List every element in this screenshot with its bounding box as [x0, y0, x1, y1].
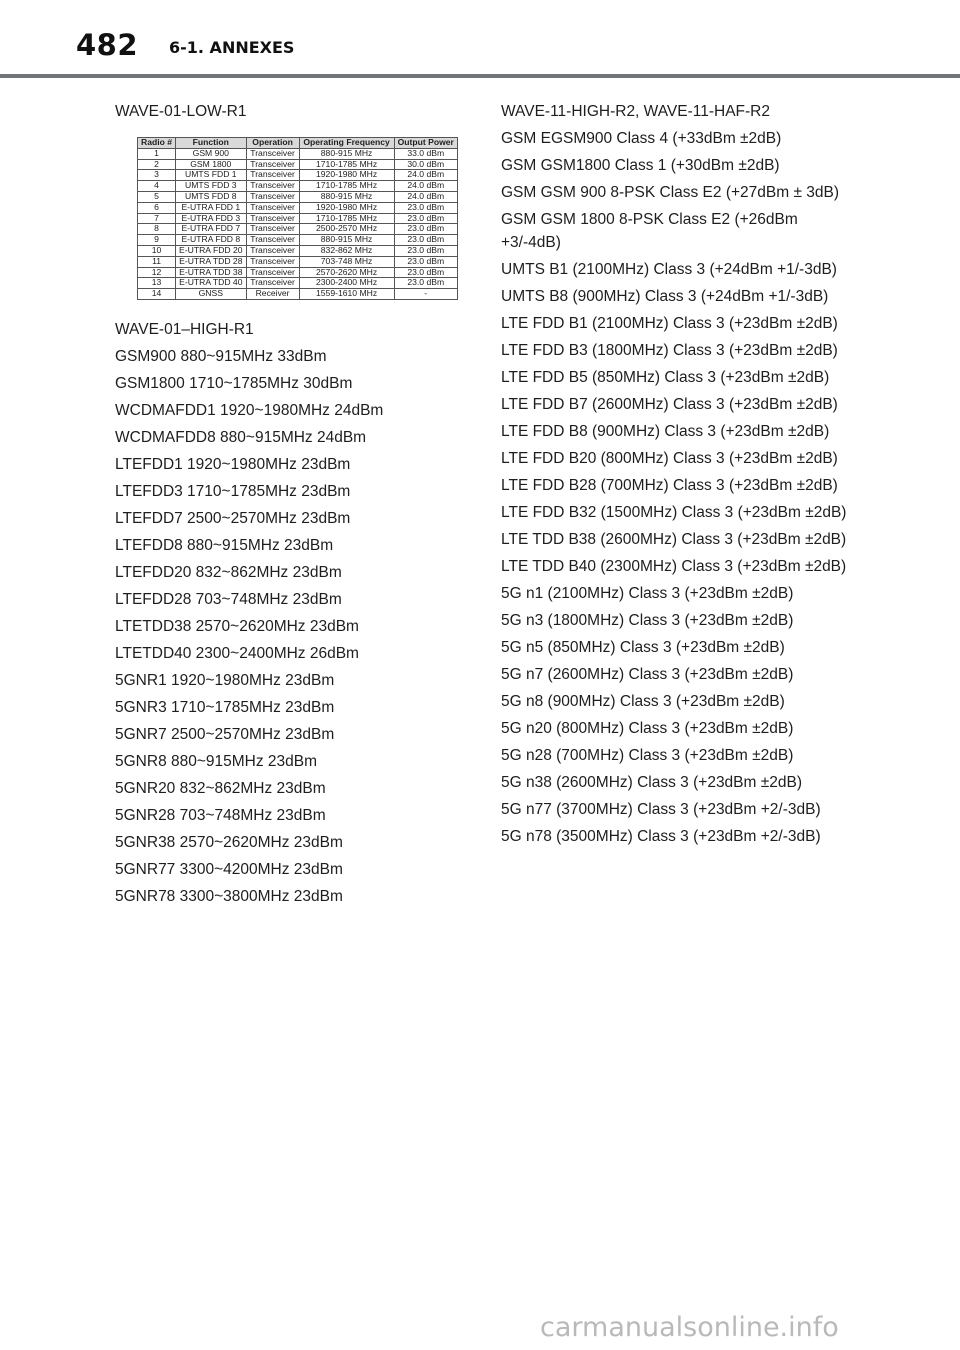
table-cell: 24.0 dBm — [394, 191, 457, 202]
table-cell: 23.0 dBm — [394, 202, 457, 213]
spec-paragraph: UMTS B1 (2100MHz) Class 3 (+24dBm +1/-3dB) — [501, 261, 837, 278]
spec-line: 5GNR28 703~748MHz 23dBm — [115, 806, 326, 824]
table-cell: 2500-2570 MHz — [299, 224, 394, 235]
table-cell: E-UTRA FDD 20 — [176, 245, 247, 256]
table-header-cell: Operating Frequency — [299, 138, 394, 149]
table-header-cell: Function — [176, 138, 247, 149]
table-cell: 30.0 dBm — [394, 159, 457, 170]
table-row — [138, 159, 458, 170]
table-cell: 23.0 dBm — [394, 278, 457, 289]
table-cell: 1920-1980 MHz — [299, 170, 394, 181]
spec-line: GSM1800 1710~1785MHz 30dBm — [115, 374, 353, 392]
spec-line: LTEFDD20 832~862MHz 23dBm — [115, 563, 342, 581]
section-title: 6-1. ANNEXES — [169, 38, 295, 57]
table-cell: 5 — [138, 191, 176, 202]
table-row — [138, 224, 458, 235]
table-cell: 13 — [138, 278, 176, 289]
table-cell: Transceiver — [246, 181, 299, 192]
table-cell: 1710-1785 MHz — [299, 181, 394, 192]
table-cell: 2300-2400 MHz — [299, 278, 394, 289]
spec-paragraph: GSM EGSM900 Class 4 (+33dBm ±2dB) — [501, 130, 782, 147]
left-column — [115, 100, 465, 912]
table-cell: Transceiver — [246, 224, 299, 235]
table-cell: Transceiver — [246, 170, 299, 181]
spec-line: 5GNR7 2500~2570MHz 23dBm — [115, 725, 335, 743]
table-cell: 24.0 dBm — [394, 181, 457, 192]
table-cell: 23.0 dBm — [394, 235, 457, 246]
spec-paragraph: 5G n38 (2600MHz) Class 3 (+23dBm ±2dB) — [501, 774, 802, 791]
table-row — [138, 289, 458, 300]
spec-paragraph: 5G n7 (2600MHz) Class 3 (+23dBm ±2dB) — [501, 666, 794, 683]
radio-spec-table-wrap — [137, 137, 465, 300]
spec-paragraph: LTE TDD B38 (2600MHz) Class 3 (+23dBm ±2dB) — [501, 531, 847, 548]
table-row — [138, 202, 458, 213]
table-cell: 832-862 MHz — [299, 245, 394, 256]
table-cell: E-UTRA TDD 28 — [176, 256, 247, 267]
page-number: 482 — [76, 28, 139, 62]
spec-line: 5GNR20 832~862MHz 23dBm — [115, 779, 326, 797]
spec-paragraph: LTE FDD B1 (2100MHz) Class 3 (+23dBm ±2dB) — [501, 315, 838, 332]
heading-wave-01-high: WAVE-01–HIGH-R1 — [115, 320, 254, 338]
table-cell: E-UTRA FDD 1 — [176, 202, 247, 213]
table-cell: E-UTRA FDD 8 — [176, 235, 247, 246]
table-cell: UMTS FDD 3 — [176, 181, 247, 192]
table-cell: Transceiver — [246, 159, 299, 170]
table-cell: - — [394, 289, 457, 300]
spec-paragraph: 5G n3 (1800MHz) Class 3 (+23dBm ±2dB) — [501, 612, 794, 629]
spec-paragraph: LTE FDD B3 (1800MHz) Class 3 (+23dBm ±2dB) — [501, 342, 838, 359]
table-cell: 23.0 dBm — [394, 213, 457, 224]
spec-paragraph: LTE FDD B7 (2600MHz) Class 3 (+23dBm ±2dB) — [501, 396, 838, 413]
table-cell: 9 — [138, 235, 176, 246]
spec-line: LTETDD38 2570~2620MHz 23dBm — [115, 617, 359, 635]
spec-line: LTETDD40 2300~2400MHz 26dBm — [115, 644, 359, 662]
table-header-cell: Operation — [246, 138, 299, 149]
table-cell: 23.0 dBm — [394, 245, 457, 256]
right-column — [501, 100, 853, 852]
table-cell: E-UTRA TDD 40 — [176, 278, 247, 289]
spec-line: GSM900 880~915MHz 33dBm — [115, 347, 327, 365]
table-cell: 23.0 dBm — [394, 224, 457, 235]
table-cell: Transceiver — [246, 256, 299, 267]
table-cell: 23.0 dBm — [394, 267, 457, 278]
table-header-cell: Output Power — [394, 138, 457, 149]
spec-paragraph: GSM GSM1800 Class 1 (+30dBm ±2dB) — [501, 157, 780, 174]
table-cell: 880-915 MHz — [299, 235, 394, 246]
spec-line: LTEFDD3 1710~1785MHz 23dBm — [115, 482, 351, 500]
spec-paragraph: LTE FDD B28 (700MHz) Class 3 (+23dBm ±2dB) — [501, 477, 838, 494]
spec-line-list — [115, 345, 465, 908]
table-row — [138, 213, 458, 224]
table-row — [138, 256, 458, 267]
table-cell: E-UTRA TDD 38 — [176, 267, 247, 278]
spec-paragraph: 5G n8 (900MHz) Class 3 (+23dBm ±2dB) — [501, 693, 785, 710]
spec-line: LTEFDD1 1920~1980MHz 23dBm — [115, 455, 351, 473]
heading-wave-01-low: WAVE-01-LOW-R1 — [115, 103, 247, 120]
spec-line: LTEFDD7 2500~2570MHz 23dBm — [115, 509, 351, 527]
table-cell: E-UTRA FDD 7 — [176, 224, 247, 235]
page-header — [0, 0, 960, 80]
table-cell: Transceiver — [246, 245, 299, 256]
table-row — [138, 170, 458, 181]
radio-spec-table — [137, 137, 458, 300]
watermark-text: carmanualsonline.info — [540, 1312, 839, 1343]
table-row — [138, 235, 458, 246]
table-cell: 1559-1610 MHz — [299, 289, 394, 300]
spec-paragraph: LTE FDD B8 (900MHz) Class 3 (+23dBm ±2dB) — [501, 423, 830, 440]
table-cell: 703-748 MHz — [299, 256, 394, 267]
table-cell: GSM 1800 — [176, 159, 247, 170]
table-row — [138, 278, 458, 289]
spec-paragraph: LTE FDD B20 (800MHz) Class 3 (+23dBm ±2dB) — [501, 450, 838, 467]
spec-line: WCDMAFDD1 1920~1980MHz 24dBm — [115, 401, 384, 419]
table-row — [138, 191, 458, 202]
table-cell: 880-915 MHz — [299, 191, 394, 202]
table-cell: 10 — [138, 245, 176, 256]
spec-paragraph: UMTS B8 (900MHz) Class 3 (+24dBm +1/-3dB) — [501, 288, 829, 305]
spec-line: 5GNR3 1710~1785MHz 23dBm — [115, 698, 335, 716]
header-divider — [0, 74, 960, 78]
spec-line: WCDMAFDD8 880~915MHz 24dBm — [115, 428, 367, 446]
table-row — [138, 148, 458, 159]
spec-line: LTEFDD8 880~915MHz 23dBm — [115, 536, 334, 554]
table-cell: Transceiver — [246, 202, 299, 213]
table-cell: 14 — [138, 289, 176, 300]
table-header-row — [138, 138, 458, 149]
table-header-cell: Radio # — [138, 138, 176, 149]
spec-paragraph: GSM GSM 1800 8-PSK Class E2 (+26dBm +3/-4dB) — [501, 211, 798, 251]
table-cell: 24.0 dBm — [394, 170, 457, 181]
spec-line: 5GNR38 2570~2620MHz 23dBm — [115, 833, 343, 851]
table-cell: 7 — [138, 213, 176, 224]
table-cell: 8 — [138, 224, 176, 235]
table-cell: Transceiver — [246, 267, 299, 278]
spec-line: 5GNR1 1920~1980MHz 23dBm — [115, 671, 335, 689]
spec-paragraph: 5G n5 (850MHz) Class 3 (+23dBm ±2dB) — [501, 639, 785, 656]
table-cell: 1710-1785 MHz — [299, 159, 394, 170]
spec-paragraph: GSM GSM 900 8-PSK Class E2 (+27dBm ± 3dB) — [501, 184, 840, 201]
spec-paragraph: LTE FDD B32 (1500MHz) Class 3 (+23dBm ±2dB) — [501, 504, 847, 521]
spec-line: 5GNR77 3300~4200MHz 23dBm — [115, 860, 343, 878]
spec-line: LTEFDD28 703~748MHz 23dBm — [115, 590, 342, 608]
table-cell: 4 — [138, 181, 176, 192]
table-cell: UMTS FDD 8 — [176, 191, 247, 202]
table-cell: 23.0 dBm — [394, 256, 457, 267]
table-cell: 12 — [138, 267, 176, 278]
table-cell: 1 — [138, 148, 176, 159]
table-cell: 33.0 dBm — [394, 148, 457, 159]
heading-wave-11: WAVE-11-HIGH-R2, WAVE-11-HAF-R2 — [501, 103, 770, 120]
table-row — [138, 245, 458, 256]
table-cell: 1710-1785 MHz — [299, 213, 394, 224]
table-cell: Transceiver — [246, 213, 299, 224]
spec-paragraph: LTE TDD B40 (2300MHz) Class 3 (+23dBm ±2dB) — [501, 558, 847, 575]
table-cell: 6 — [138, 202, 176, 213]
table-cell: E-UTRA FDD 3 — [176, 213, 247, 224]
table-cell: UMTS FDD 1 — [176, 170, 247, 181]
table-cell: GSM 900 — [176, 148, 247, 159]
table-row — [138, 181, 458, 192]
table-cell: 11 — [138, 256, 176, 267]
spec-paragraph: 5G n77 (3700MHz) Class 3 (+23dBm +2/-3dB) — [501, 801, 821, 818]
table-cell: 880-915 MHz — [299, 148, 394, 159]
table-cell: 3 — [138, 170, 176, 181]
table-cell: Transceiver — [246, 191, 299, 202]
spec-paragraph: 5G n28 (700MHz) Class 3 (+23dBm ±2dB) — [501, 747, 794, 764]
table-body — [138, 148, 458, 299]
table-cell: 2 — [138, 159, 176, 170]
spec-para-list — [501, 127, 853, 848]
spec-line: 5GNR78 3300~3800MHz 23dBm — [115, 887, 343, 905]
spec-paragraph: 5G n1 (2100MHz) Class 3 (+23dBm ±2dB) — [501, 585, 794, 602]
spec-paragraph: LTE FDD B5 (850MHz) Class 3 (+23dBm ±2dB) — [501, 369, 830, 386]
table-cell: 1920-1980 MHz — [299, 202, 394, 213]
table-cell: Transceiver — [246, 278, 299, 289]
table-cell: 2570-2620 MHz — [299, 267, 394, 278]
spec-line: 5GNR8 880~915MHz 23dBm — [115, 752, 318, 770]
table-row — [138, 267, 458, 278]
table-cell: Receiver — [246, 289, 299, 300]
spec-paragraph: 5G n78 (3500MHz) Class 3 (+23dBm +2/-3dB) — [501, 828, 821, 845]
spec-paragraph: 5G n20 (800MHz) Class 3 (+23dBm ±2dB) — [501, 720, 794, 737]
table-cell: GNSS — [176, 289, 247, 300]
table-cell: Transceiver — [246, 148, 299, 159]
table-cell: Transceiver — [246, 235, 299, 246]
